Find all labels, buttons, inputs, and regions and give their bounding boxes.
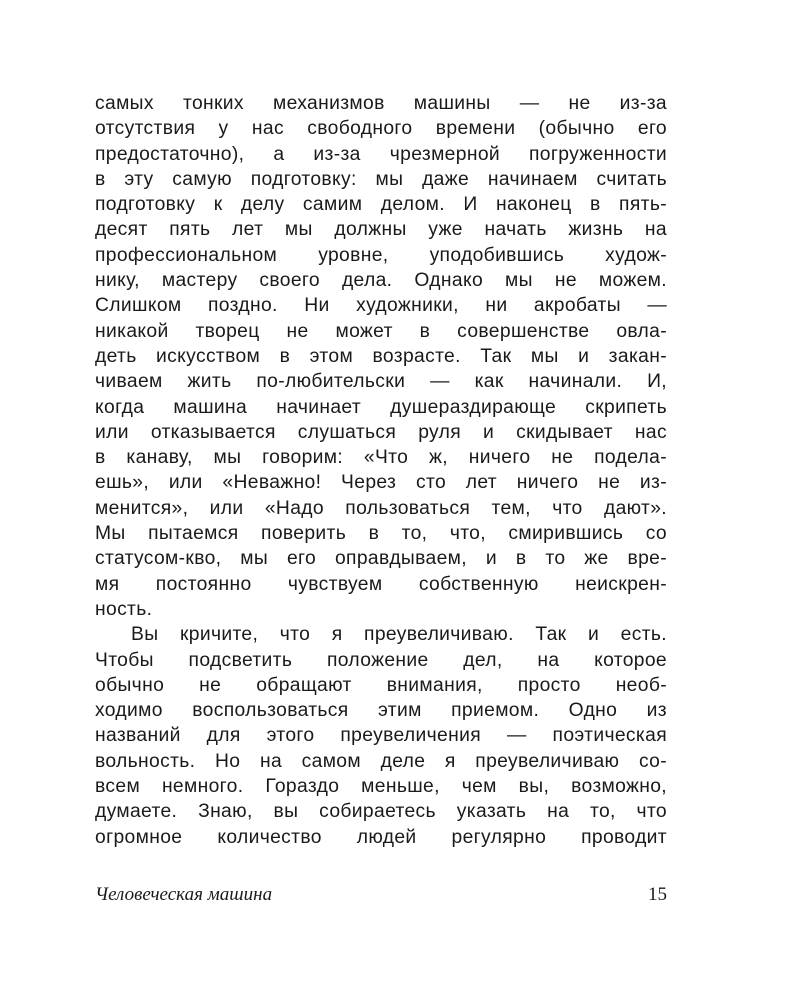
text-line: десят пять лет мы должны уже начать жизнь на (95, 219, 667, 241)
page-number: 15 (648, 884, 667, 905)
text-line: ешь», или «Неважно! Через сто лет ничего не из- (95, 472, 667, 494)
text-line: в эту самую подготовку: мы даже начинаем считать (95, 168, 667, 190)
text-line: менится», или «Надо пользоваться тем, что дают». (95, 497, 667, 519)
text-line: обычно не обращают внимания, просто необ- (95, 674, 667, 696)
text-line: никакой творец не может в совершенстве овла- (95, 320, 667, 342)
text-line: статусом-кво, мы его оправдываем, и в то же вре- (95, 548, 667, 570)
body-text (95, 91, 667, 850)
text-line: Слишком поздно. Ни художники, ни акробаты — (95, 295, 667, 317)
text-line: Мы пытаемся поверить в то, что, смирившись со (95, 523, 667, 545)
text-line: ходимо воспользоваться этим приемом. Одно из (95, 700, 667, 722)
text-line: профессиональном уровне, уподобившись худож- (95, 244, 667, 266)
text-line: названий для этого преувеличения — поэтическая (95, 725, 667, 747)
text-line: деть искусством в этом возрасте. Так мы и закан- (95, 345, 667, 367)
text-line: когда машина начинает душераздирающе скрипеть (95, 396, 667, 418)
text-line: подготовку к делу самим делом. И наконец в пять- (95, 194, 667, 216)
page-footer (95, 884, 667, 910)
text-line: вольность. Но на самом деле я преувеличиваю со- (95, 750, 667, 772)
text-line: самых тонких механизмов машины — не из-за (95, 93, 667, 114)
text-line: думаете. Знаю, вы собираетесь указать на то, что (95, 801, 667, 823)
paragraph-start-line: Вы кричите, что я преувеличиваю. Так и есть. (131, 624, 667, 646)
text-line: в канаву, мы говорим: «Что ж, ничего не подела- (95, 447, 667, 469)
paragraph-end-line: ность. (95, 598, 153, 620)
text-line: предостаточно), а из-за чрезмерной погруженности (95, 143, 667, 165)
text-line: чиваем жить по-любительски — как начинали. И, (95, 371, 667, 393)
text-line: нику, мастеру своего дела. Однако мы не можем. (95, 270, 667, 292)
text-line: огромное количество людей регулярно проводит (95, 826, 667, 848)
running-title: Человеческая машина (95, 884, 273, 905)
text-line: всем немного. Гораздо меньше, чем вы, возможно, (95, 776, 667, 798)
text-line: мя постоянно чувствуем собственную неискрен- (95, 573, 667, 595)
text-line: Чтобы подсветить положение дел, на которое (95, 649, 667, 671)
text-line: или отказывается слушаться руля и скидывает нас (95, 421, 667, 443)
text-line: отсутствия у нас свободного времени (обычно его (95, 118, 667, 140)
